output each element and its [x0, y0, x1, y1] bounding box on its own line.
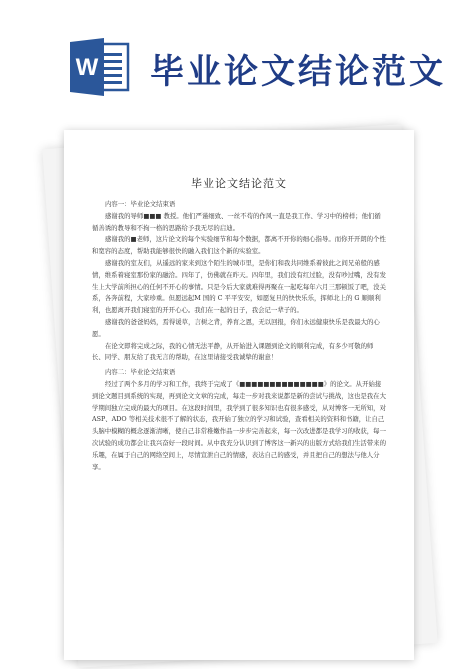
paragraph: 经过了两个多月的学习和工作，我终于完成了《■■■■■■■■■■■■■■》的论文。从开始接到论文题目到系统的实现，再到论文文章的完成，每走一步对我来说都是新的尝试与挑战，这也是我在大学期间独立完成的最大的项目。在这段时间里，我学到了很多知识也有很多感受，从对博客一无所知，对 ASP、ADO 等相关技术很不了解的状态，我开始了独立的学习和试验，查看相关的资料和书籍，让自己头脑中模糊的概念逐渐清晰，使自己非常稚嫩作品一步步完善起来，每一次改进都是我学习的收获，每一次试验的成功都会让我兴奋好一段时间。从中我充分认识到了博客这一新兴的出版方式给我们生活带来的乐趣，在属于自己的网络空间上，尽情宣泄自己的情感，表达自己的感受，并且把自己的想法与他人分享。: [92, 379, 386, 471]
paragraph: 感谢我的导师■■■ 教授。他们严谨细致、一丝不苟的作风一直是我工作、学习中的榜样；他们循循善诱的教导和不拘一格的思路给予我无尽的启迪。: [92, 211, 381, 232]
section-heading-1: 内容一：毕业论文结束语: [105, 200, 176, 208]
paragraph: 在论文即将完成之际，我的心情无法平静，从开始进入课题到论文的顺利完成，有多少可敬的师长、同学、朋友给了我无言的帮助，在这里请接受我诚挚的谢意！: [92, 341, 374, 362]
document-title: 毕业论文结论范文: [191, 177, 287, 190]
banner-title: 毕业论文结论范文: [150, 52, 446, 92]
word-logo-letter: W: [75, 54, 99, 81]
document-body: [92, 196, 386, 473]
paragraph: 感谢我的室友们，从遥远的家来到这个陌生的城市里，是你们和我共同维系着彼此之间兄弟般的感情，维系着寝室那份家的融洽。四年了，仿佛就在昨天。四年里，我们没有红过脸，没有吵过嘴，没有发生上大学前所担心的任何不开心的事情。只是今后大家就难得再聚在一起吃每年六月三那顿饭了吧，没关系，各奔前程，大家珍重。但愿远起M 国的 C 平平安安，如愿复旦的快快乐乐，挥师北上的 G 顺顺利利，也愿离开我们寝室的开开心心。我们在一起的日子，我会记一辈子的。: [92, 258, 386, 315]
banner: [0, 0, 474, 110]
document-page: [64, 130, 414, 660]
word-icon: [70, 38, 130, 96]
paragraph: 感谢我的■老师，这片论文的每个实验细节和每个数据，都离不开你的细心指导。而你开开朗的个性和宽容的态度，帮助我能够很快的融入我们这个新的实验室。: [92, 235, 386, 256]
section-heading-2: 内容二：毕业论文结束语: [105, 368, 176, 377]
paragraph: 感谢我的爸爸妈妈，焉得谖草，言树之背，养育之恩，无以回报，你们永远健康快乐是我最大的心愿。: [92, 317, 380, 338]
